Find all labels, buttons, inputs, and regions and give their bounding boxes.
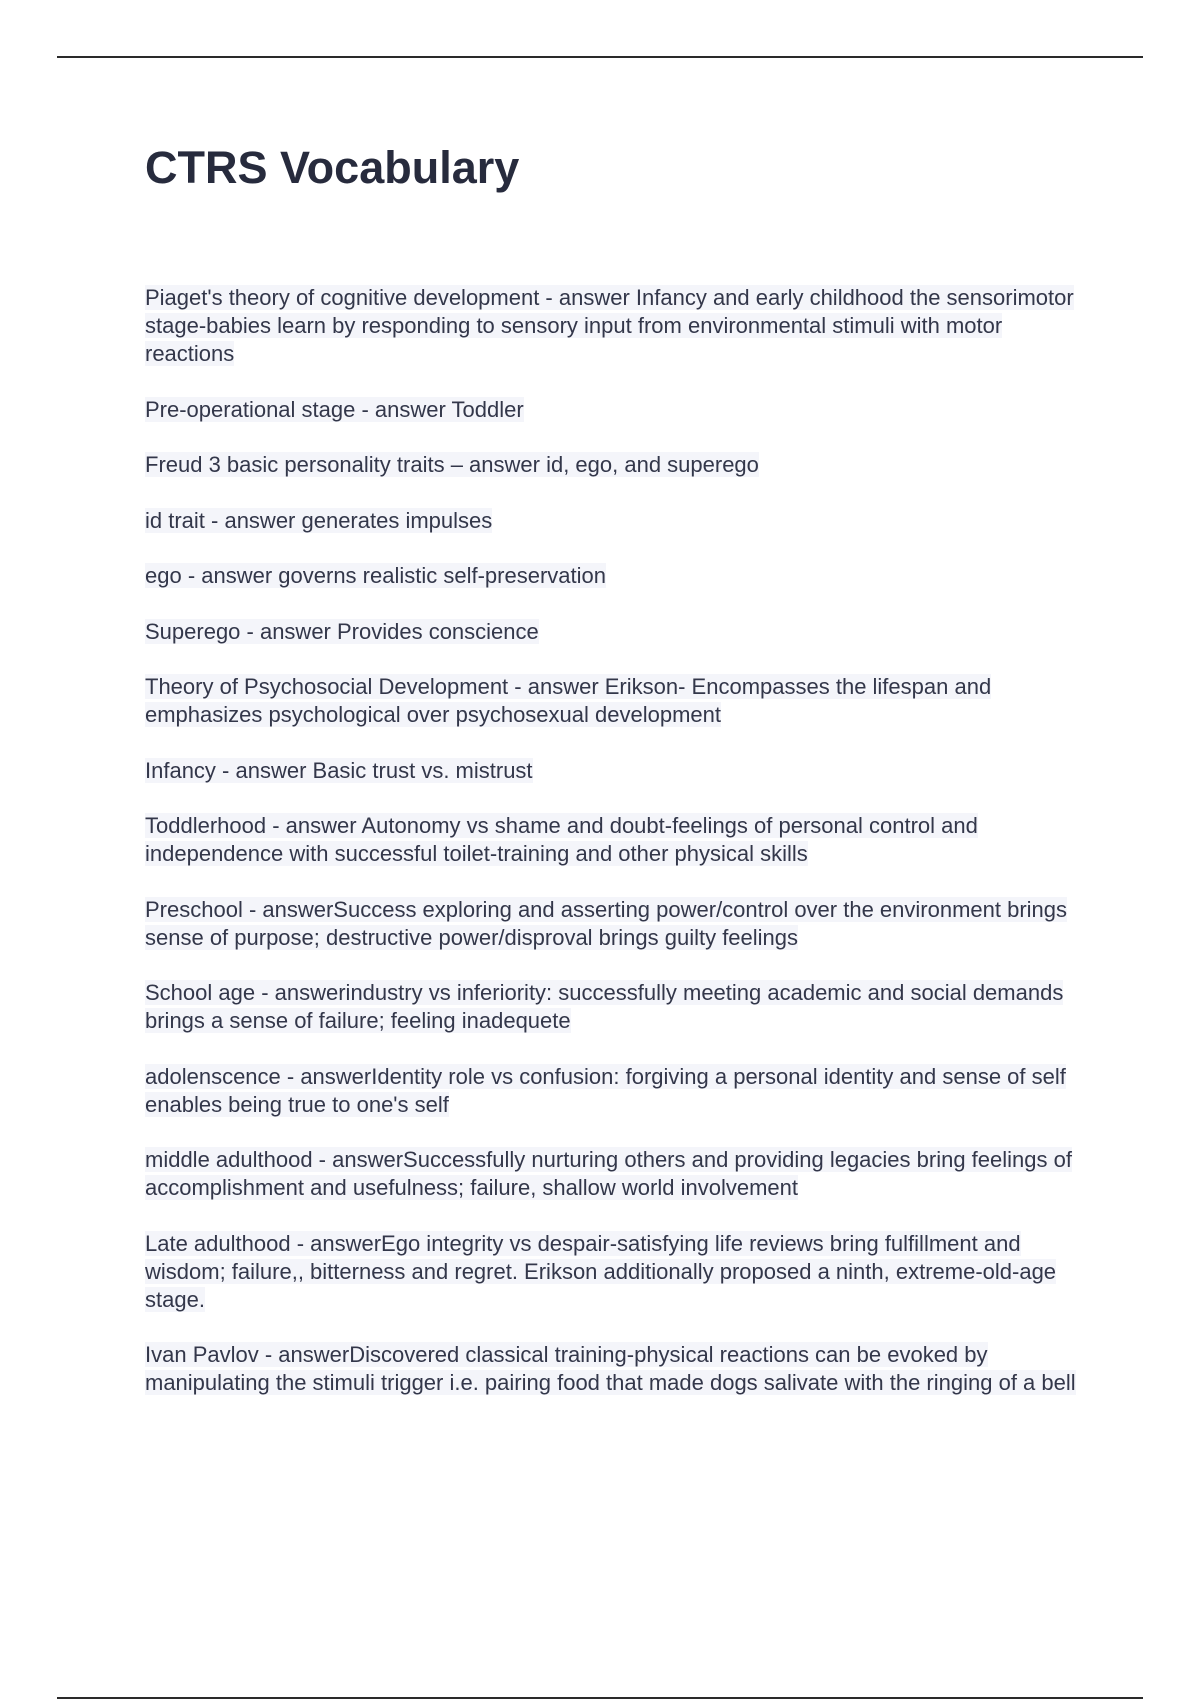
vocab-entry-12 bbox=[145, 1063, 1095, 1119]
page-title: CTRS Vocabulary bbox=[145, 142, 520, 193]
vocab-entry-5 bbox=[145, 562, 1095, 590]
vocab-entry-text: ego - answer governs realistic self-preservation bbox=[145, 563, 606, 588]
vocab-entry-text: id trait - answer generates impulses bbox=[145, 507, 493, 533]
vocab-entry-8 bbox=[145, 757, 1095, 785]
vocab-entry-9 bbox=[145, 812, 1095, 868]
vocab-entry-text: Late adulthood - answerEgo integrity vs despair-satisfying life reviews bring fulfillment and wisdom; failure,, bitterness and regret. Erikson additionally proposed a ninth, extreme-old-age stage. bbox=[145, 1230, 1057, 1312]
vocab-entry-text: Piaget's theory of cognitive development - answer Infancy and early childhood the sensorimotor stage-babies learn by responding to sensory input from environmental stimuli with motor reactions bbox=[145, 285, 1074, 366]
vocab-entry-1 bbox=[145, 284, 1095, 368]
vocab-entry-text: Toddlerhood - answer Autonomy vs shame and doubt-feelings of personal control and independence with successful toilet-training and other physical skills bbox=[145, 813, 978, 866]
top-rule bbox=[57, 56, 1143, 58]
vocab-entry-text: School age - answerindustry vs inferiority: successfully meeting academic and social demands brings a sense of failure; feeling inadequete bbox=[145, 980, 1064, 1033]
vocab-entry-text: middle adulthood - answerSuccessfully nurturing others and providing legacies bring feelings of accomplishment and usefulness; failure, shallow world involvement bbox=[145, 1147, 1072, 1200]
vocab-entry-text: Superego - answer Provides conscience bbox=[145, 618, 539, 644]
vocab-entry-7 bbox=[145, 673, 1095, 729]
vocab-entry-14 bbox=[145, 1230, 1095, 1314]
vocab-entry-15 bbox=[145, 1341, 1095, 1397]
bottom-rule bbox=[57, 1697, 1143, 1699]
vocab-entry-text: Ivan Pavlov - answerDiscovered classical training-physical reactions can be evoked by manipulating the stimuli trigger i.e. pairing food that made dogs salivate with the ringing of a bell bbox=[145, 1342, 1076, 1395]
vocabulary-list bbox=[145, 284, 1095, 1425]
vocab-entry-10 bbox=[145, 896, 1095, 952]
vocab-entry-4 bbox=[145, 507, 1095, 535]
vocab-entry-11 bbox=[145, 979, 1095, 1035]
vocab-entry-2 bbox=[145, 396, 1095, 424]
vocab-entry-text: Preschool - answerSuccess exploring and asserting power/control over the environment brings sense of purpose; destructive power/disproval brings guilty feelings bbox=[145, 896, 1068, 950]
vocab-entry-6 bbox=[145, 618, 1095, 646]
vocab-entry-text: Pre-operational stage - answer Toddler bbox=[145, 396, 524, 422]
vocab-entry-13 bbox=[145, 1146, 1095, 1202]
vocab-entry-text: Infancy - answer Basic trust vs. mistrust bbox=[145, 757, 533, 783]
vocab-entry-3 bbox=[145, 451, 1095, 479]
vocab-entry-text: Freud 3 basic personality traits – answer id, ego, and superego bbox=[145, 452, 759, 477]
vocab-entry-text: adolenscence - answerIdentity role vs confusion: forgiving a personal identity and sense of self enables being true to one's self bbox=[145, 1063, 1066, 1117]
vocab-entry-text: Theory of Psychosocial Development - answer Erikson- Encompasses the lifespan and emphasizes psychological over psychosexual development bbox=[145, 674, 992, 727]
